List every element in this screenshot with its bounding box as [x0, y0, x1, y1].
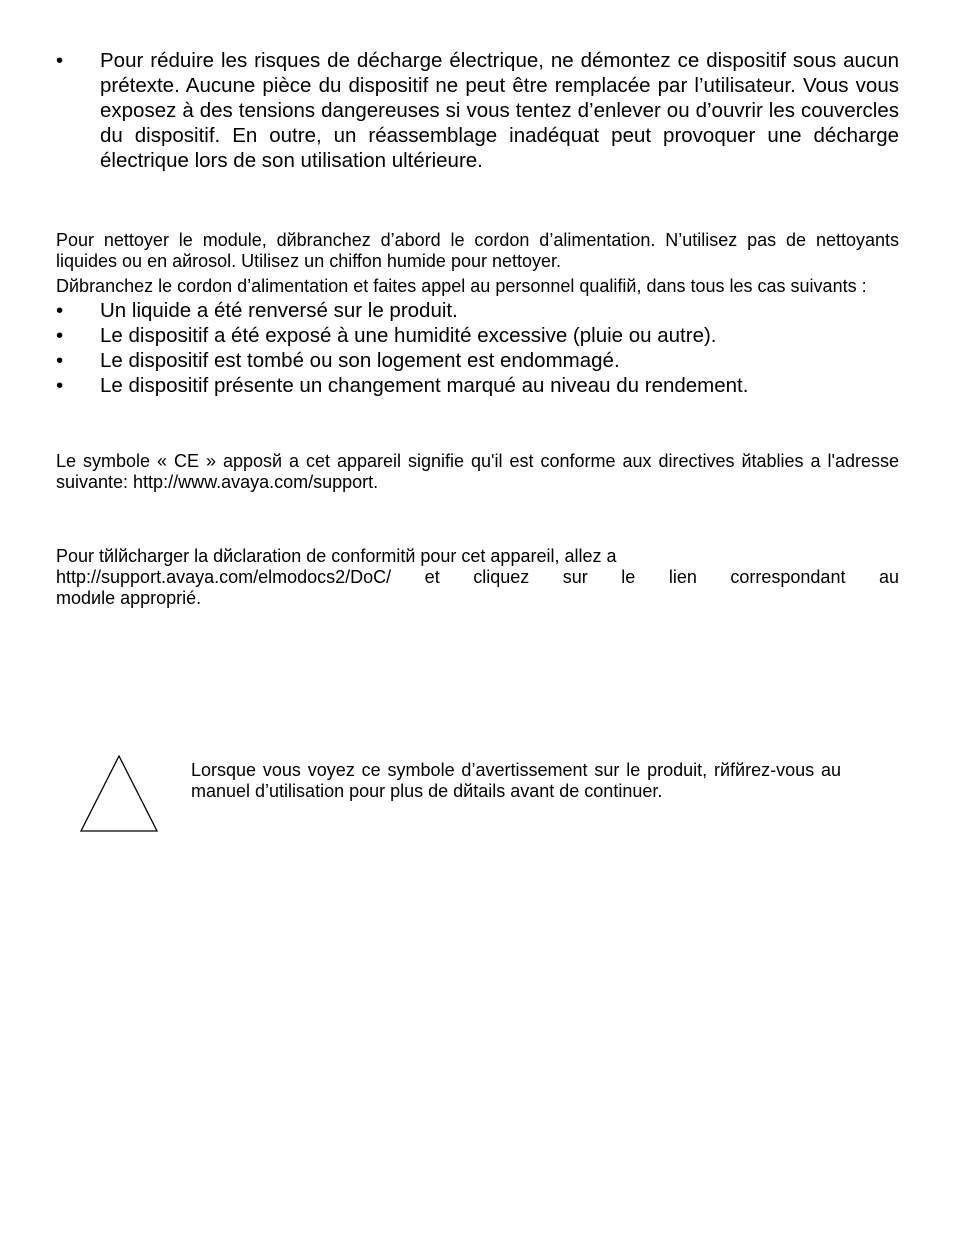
bullet-icon: • — [56, 49, 64, 72]
warning-triangle-icon — [80, 755, 158, 833]
list-item — [56, 298, 899, 323]
list-item — [56, 48, 899, 173]
declaration-paragraph — [56, 546, 899, 609]
condition-text: Le dispositif est tombé ou son logement est endommagé. — [100, 349, 620, 372]
bullet-icon: • — [56, 324, 64, 347]
declaration-line: modиle approprié. — [56, 588, 202, 608]
document-page — [56, 48, 899, 609]
ce-marking-paragraph: Le symbole « CE » apposй a cet appareil signifie qu'il est conforme aux directives йtablies a l'adresse suivante: http://www.avaya.com/support. — [56, 451, 899, 492]
warning-symbol-text: Lorsque vous voyez ce symbole d’avertissement sur le produit, rйfйrez-vous au manuel d’utilisation pour plus de dйtails avant de continuer. — [191, 760, 841, 801]
condition-text: Un liquide a été renversé sur le produit. — [100, 299, 458, 322]
warning-symbol-block — [80, 755, 842, 835]
declaration-link-line: http://support.avaya.com/elmodocs2/DoC/ et cliquez sur le lien correspondant au — [56, 567, 899, 587]
list-item — [56, 373, 899, 398]
bullet-icon: • — [56, 349, 64, 372]
safety-warning-list — [56, 48, 899, 173]
unplug-intro-paragraph: Dйbranchez le cordon d’alimentation et faites appel au personnel qualifiй, dans tous les cas suivants : — [56, 276, 867, 296]
cleaning-paragraph: Pour nettoyer le module, dйbranchez d’abord le cordon d’alimentation. N’utilisez pas de nettoyants liquides ou en aйrosol. Utilisez un chiffon humide pour nettoyer. — [56, 230, 899, 271]
list-item — [56, 348, 899, 373]
condition-text: Le dispositif a été exposé à une humidité excessive (pluie ou autre). — [100, 324, 717, 347]
condition-text: Le dispositif présente un changement marqué au niveau du rendement. — [100, 374, 749, 397]
declaration-line: Pour tйlйcharger la dйclaration de conformitй pour cet appareil, allez a — [56, 546, 617, 566]
unplug-conditions-list — [56, 298, 899, 398]
safety-warning-text: Pour réduire les risques de décharge électrique, ne démontez ce dispositif sous aucun prétexte. Aucune pièce du dispositif ne peut être remplacée par l’utilisateur. Vous vous exposez à des tensions dangereuses si vous tentez d’enlever ou d’ouvrir les couvercles du dispositif. En outre, un réassemblage inadéquat peut provoquer une décharge électrique lors de son utilisation ultérieure. — [100, 49, 899, 172]
bullet-icon: • — [56, 299, 64, 322]
list-item — [56, 323, 899, 348]
bullet-icon: • — [56, 374, 64, 397]
